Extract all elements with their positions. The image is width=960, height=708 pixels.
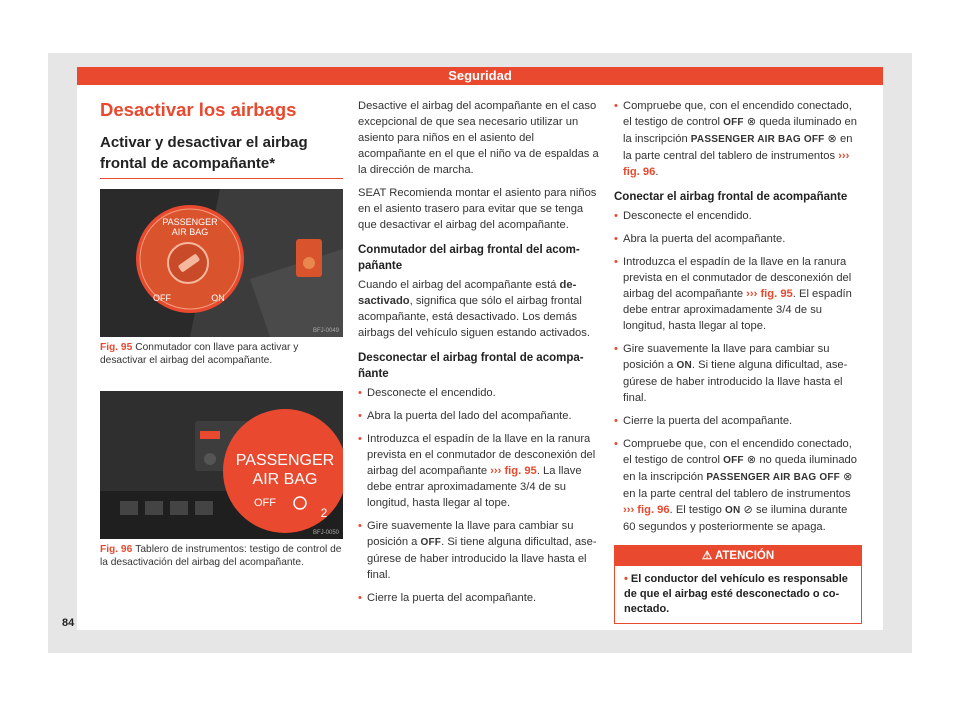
caption-text: Tablero de instrumentos: testigo de control de la desactivación del airbag del acompañante.: [100, 544, 342, 568]
figure-code: BFJ-0049: [312, 328, 339, 334]
page-number: 84: [62, 617, 75, 629]
figure-96-illustration: [100, 391, 343, 539]
heading-conectar: Conectar el airbag frontal de acompañante: [614, 191, 848, 203]
fig95-off-label: OFF: [153, 293, 171, 303]
warning-body: • El conductor del vehículo es responsable de que el airbag esté desconectado o conectado.: [624, 573, 848, 615]
list-item: • Introduzca el espadín de la llave en la ranura prevista en el conmutador de desconexión del airbag del acompañante ››› fig. 95. El espadín debe entrar aproximadamente 3/4 de su longitud, hasta llegar al tope.: [614, 254, 862, 334]
warning-box: [614, 545, 862, 624]
warning-header: ⚠ ATENCIÓN: [615, 546, 861, 566]
figure-link[interactable]: ››› fig. 95: [746, 288, 793, 300]
list-item: • Gire suavemente la llave para cambiar su posición a ON. Si tiene alguna dificultad, asegúrese de haber introducido la llave hasta el final.: [614, 341, 862, 406]
section-subtitle: Activar y desactivar el airbag frontal de acompañante*: [100, 134, 308, 172]
figure-code: BFJ-0050: [312, 530, 339, 536]
list-item: • Compruebe que, con el encendido conectado, el testigo de control OFF ⊗ no queda iluminado en la inscripción PASSENGER AIR BAG OFF ⊗ en la parte central del tablero de instrumentos ››› fig. 96. El testigo ON ⊘ se ilumina durante 60 segundos y posteriormente se apaga.: [614, 436, 862, 535]
fig96-badge: 2: [320, 506, 328, 520]
figure-95-caption: [100, 341, 343, 367]
airbag-on-icon: ⊘: [743, 504, 753, 516]
paragraph: SEAT Recomienda montar el asiento para niños en el asiento trasero para evitar que se tenga que desactivar el airbag del acompañante.: [358, 187, 597, 231]
fig96-off-label: OFF: [254, 497, 276, 509]
figure-95-illustration: [100, 189, 343, 337]
figure-link[interactable]: ››› fig. 96: [623, 504, 670, 516]
warning-icon: ⚠: [701, 550, 713, 562]
list-item: • Gire suavemente la llave para cambiar su posición a OFF. Si tiene alguna dificultad, asegúrese de haber introducido la llave hasta el final.: [358, 518, 601, 583]
figure-link[interactable]: ››› fig. 96: [623, 150, 850, 178]
airbag-off-icon: ⊗: [746, 454, 757, 466]
list-item: • Abra la puerta del lado del acompañante.: [358, 408, 601, 424]
column-1: [100, 98, 343, 593]
fig95-label-2: AIR BAG: [171, 227, 209, 237]
list-item: • Compruebe que, con el encendido conectado, el testigo de control OFF ⊗ queda iluminado en la inscripción PASSENGER AIR BAG OFF ⊗ en la parte central del tablero de instrumentos ››› fig. 96.: [614, 98, 862, 180]
figure-number: Fig. 96: [100, 544, 133, 555]
caption-text: Conmutador con llave para activar y desactivar el airbag del acompañante.: [100, 342, 299, 366]
airbag-off-icon: ⊗: [746, 116, 757, 128]
list-item: • Introduzca el espadín de la llave en la ranura prevista en el conmutador de desconexión del airbag del acompañante ››› fig. 95. La llave debe entrar aproximadamente 3/4 de su longitud, hasta llegar al tope.: [358, 431, 601, 511]
heading-desconectar: Desconectar el airbag frontal de acompañante: [358, 352, 584, 380]
figure-number: Fig. 95: [100, 342, 133, 353]
fig96-label-2: AIR BAG: [252, 471, 318, 488]
fig95-on-label: ON: [211, 293, 225, 303]
column-3: [614, 98, 862, 624]
figure-link[interactable]: ››› fig. 95: [490, 465, 537, 477]
fig96-label-1: PASSENGER: [235, 452, 335, 469]
off-tag: OFF: [420, 537, 442, 548]
column-2: [358, 98, 601, 613]
list-item: • Abra la puerta del acompañante.: [614, 231, 862, 247]
figure-96-caption: [100, 543, 343, 569]
list-item: • Cierre la puerta del acompañante.: [614, 413, 862, 429]
airbag-off-icon: ⊗: [843, 471, 853, 483]
list-item: • Cierre la puerta del acompañante.: [358, 590, 601, 606]
list-item: • Desconecte el encendido.: [358, 385, 601, 401]
list-item: • Desconecte el encendido.: [614, 208, 862, 224]
airbag-off-icon: ⊗: [827, 133, 837, 145]
paragraph: Desactive el airbag del acompañante en el caso excepcional de que sea necesario utilizar un asiento para niños en el asiento del acompañante en el que el niño va de espaldas a la dirección de marcha.: [358, 100, 599, 176]
figure-96: [100, 391, 343, 539]
heading-conmutador: Conmutador del airbag frontal del acompañante: [358, 244, 580, 272]
fig95-label-1: PASSENGER: [162, 217, 218, 227]
page-title: Desactivar los airbags: [100, 99, 297, 120]
paragraph: Cuando el airbag del acompañante está desactivado, significa que sólo el airbag frontal acompañante, está desactivado. Los demás airbags del vehículo siguen estando activados.: [358, 279, 590, 339]
figure-95: [100, 189, 343, 337]
section-header: Seguridad: [77, 67, 883, 85]
